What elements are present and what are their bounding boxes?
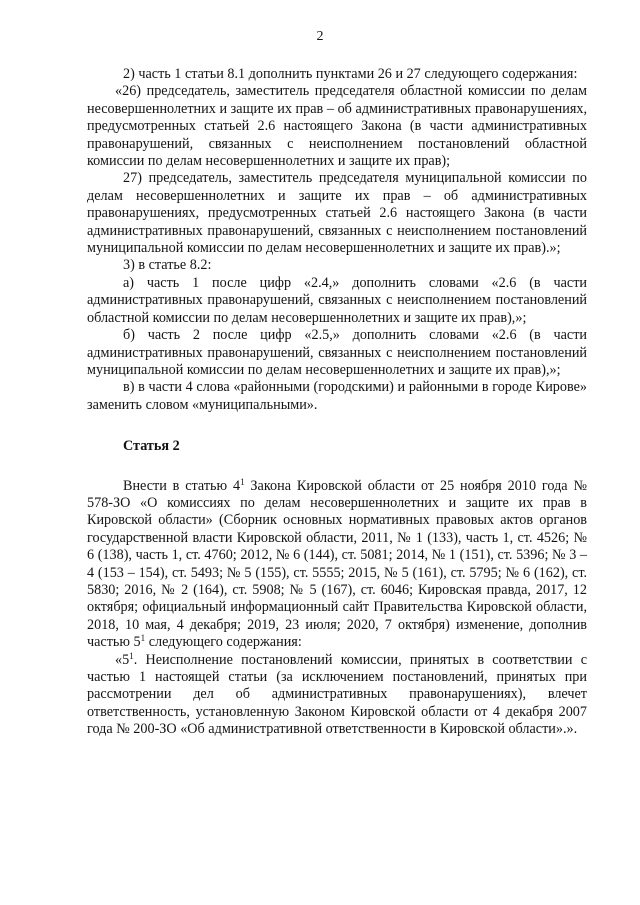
paragraph-sub-b: б) часть 2 после цифр «2.5,» дополнить словами «2.6 (в части административных правонарушений, связанных с неисполнением постановлений муниципальной комиссии по делам несовершеннолетних и защите их прав),»;	[87, 327, 587, 378]
paragraph-amend-8-2: 3) в статье 8.2:	[123, 257, 212, 274]
paragraph-sub-v: в) в части 4 слова «районными (городскими) и районными в городе Кирове» заменить словом «муниципальными».	[87, 379, 587, 413]
superscript-1: 1	[240, 476, 245, 487]
paragraph-amend-8-1: 2) часть 1 статьи 8.1 дополнить пунктами 26 и 27 следующего содержания:	[123, 66, 578, 82]
document-body	[87, 66, 587, 739]
intro-text-a: Внести в статью 4	[123, 477, 241, 494]
quote-text-b: . Неисполнение постановлений комиссии, принятых в соответствии с частью 1 настоящей статьи (за исключением постановлений, принятых при рассмотрении дел об административных правонарушениях), влечет ответственность, установленную Законом Кировской области от 4 декабря 2007 года № 200-ЗО «Об административной ответственности в Кировской области».».	[87, 651, 587, 738]
quote-text-a: «5	[115, 651, 130, 668]
paragraph-item-27: 27) председатель, заместитель председателя муниципальной комиссии по делам несовершеннолетних и защите их прав – об административных правонарушениях, предусмотренных статьей 2.6 настоящего Закона (в части административных правонарушений, связанных с неисполнением постановлений муниципальной комиссии по делам несовершеннолетних и защите их прав).»;	[87, 170, 587, 257]
superscript-1b: 1	[140, 633, 146, 644]
paragraph-sub-a: а) часть 1 после цифр «2.4,» дополнить словами «2.6 (в части административных правонарушений, связанных с неисполнением постановлений областной комиссии по делам несовершеннолетних и защите их прав),»;	[87, 274, 587, 326]
superscript-quote: 1	[129, 650, 134, 661]
intro-text-b: Закона Кировской области от 25 ноября 2010 года № 578-ЗО «О комиссиях по делам несовершеннолетних и защите их прав в Кировской области» (Сборник основных нормативных правовых актов органов государственной власти Кировской области, 2011, № 1 (133), часть 1, ст. 4526; № 6 (138), часть 1, ст. 4760; 2012, № 6 (144), ст. 5081; 2014, № 1 (151), ст. 5396; № 3 – 4 (153 – 154), ст. 5493; № 5 (155), ст. 5555; 2015, № 5 (161), ст. 5795; № 6 (162), ст. 5830; 2016, № 2 (164), ст. 5908; № 5 (167), ст. 6046; Кировская правда, 2017, 12 октября; официальный информационный сайт Правительства Кировской области, 2018, 10 мая, 4 декабря; 2019, 23 июля; 2020, 7 октября) изменение, дополнив частью 5	[87, 477, 587, 651]
intro-text-c: следующего содержания:	[145, 634, 302, 651]
paragraph-part-5-1	[87, 652, 587, 739]
page-number: 2	[316, 29, 324, 44]
paragraph-article-2-intro	[87, 478, 587, 652]
article-2-heading: Статья 2	[123, 438, 180, 455]
paragraph-item-26: «26) председатель, заместитель председателя областной комиссии по делам несовершеннолетних и защите их прав – об административных правонарушениях, предусмотренных статьей 2.6 настоящего Закона (в части административных правонарушений, связанных с неисполнением постановлений областной комиссии по делам несовершеннолетних и защите их прав);	[87, 83, 587, 170]
